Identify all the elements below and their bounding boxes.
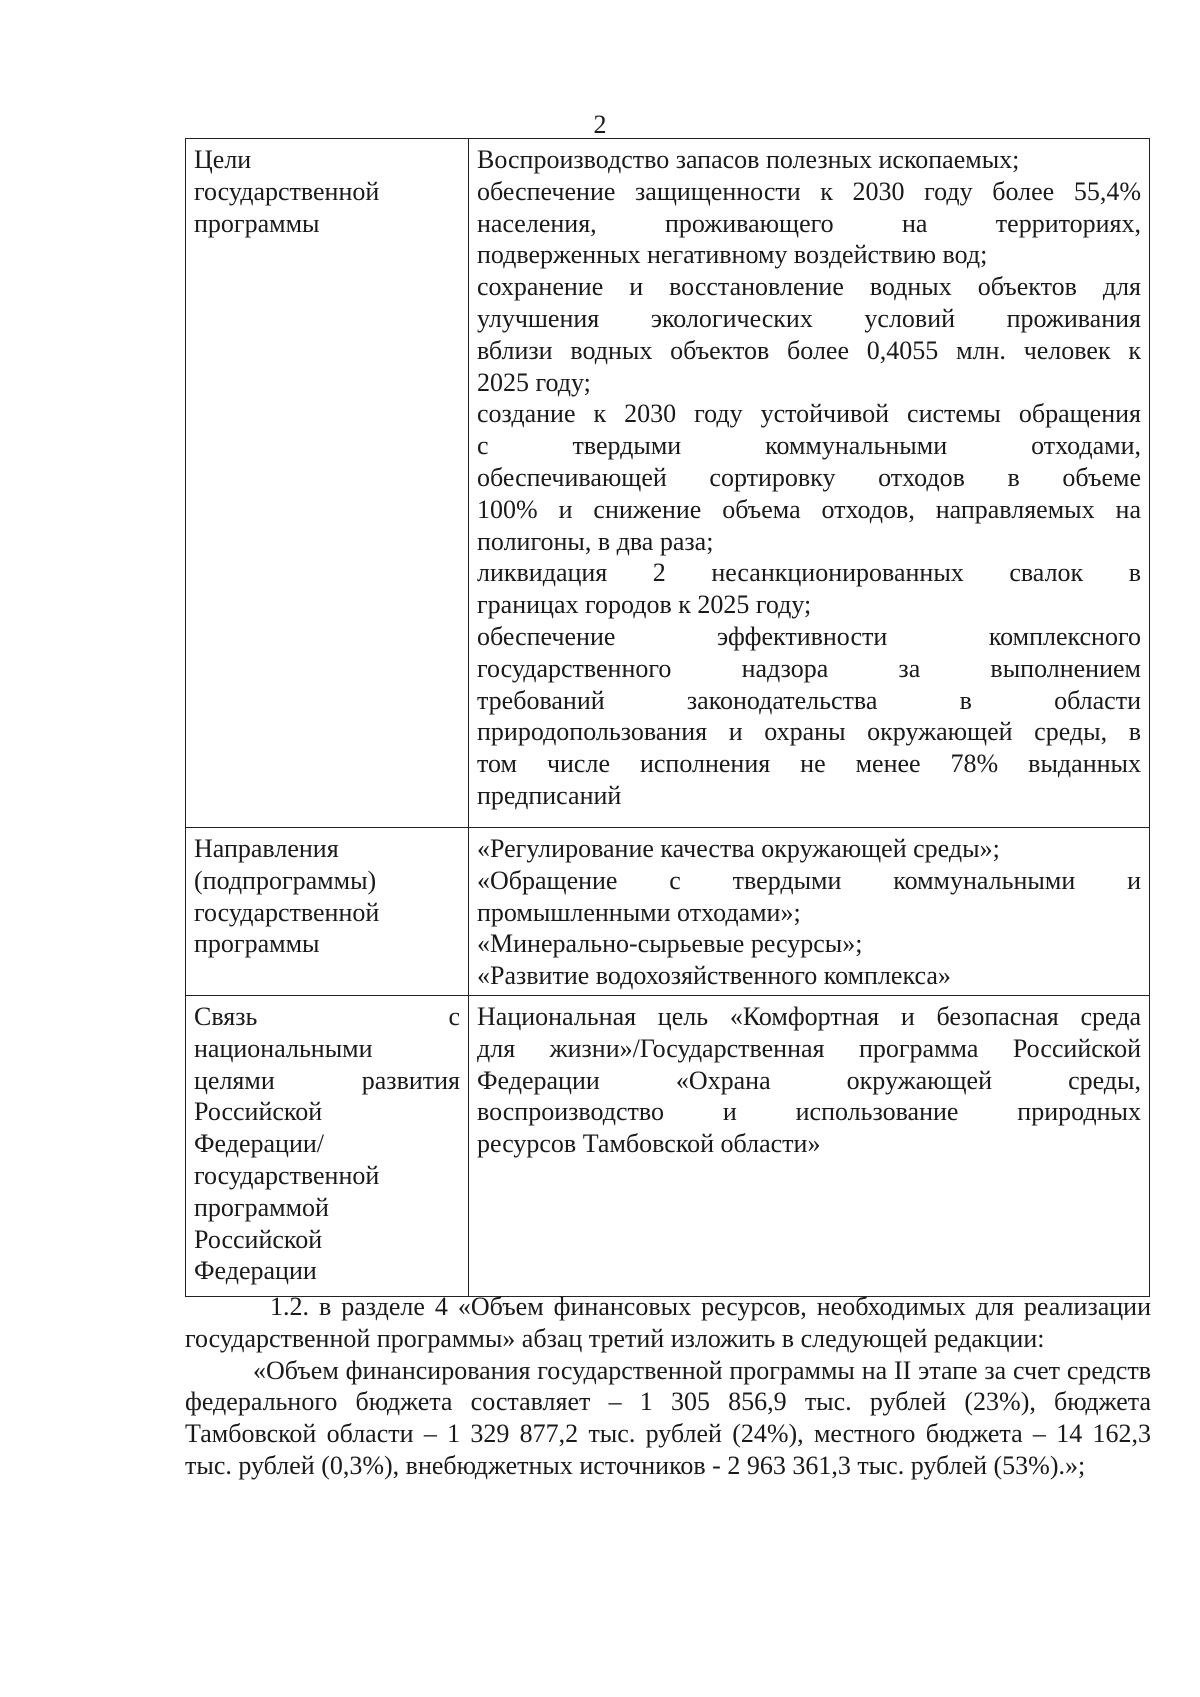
- label-line: Федерации: [194, 1256, 317, 1286]
- body-text: [185, 1291, 1151, 1482]
- value-line: «Минерально-сырьевые ресурсы»;: [477, 929, 863, 959]
- value-line: вблизи водных объектов более 0,4055 млн. человек к: [477, 335, 1141, 365]
- value-line: «Обращение с твердыми коммунальными и: [477, 865, 1141, 895]
- value-line: 100% и снижение объема отходов, направляемых на: [477, 494, 1141, 524]
- row-label: [186, 995, 469, 1296]
- value-line: том числе исполнения не менее 78% выданных: [477, 749, 1141, 779]
- page-number: 2: [593, 110, 607, 139]
- value-line: 2025 году;: [477, 367, 591, 397]
- label-line: Российской: [194, 1224, 323, 1254]
- value-line: улучшения экологических условий проживания: [477, 303, 1141, 333]
- label-line: программы: [194, 208, 320, 238]
- value-line: обеспечивающей сортировку отходов в объеме: [477, 462, 1141, 492]
- program-passport-table: [185, 138, 1150, 1297]
- value-line: сохранение и восстановление водных объектов для: [477, 272, 1141, 302]
- value-line: полигоны, в два раза;: [477, 526, 714, 556]
- table-row: [186, 995, 1150, 1296]
- label-line: национальными: [194, 1033, 373, 1063]
- label-line: государственной: [194, 176, 380, 206]
- value-line: «Регулирование качества окружающей среды»;: [477, 834, 1000, 863]
- value-line: Воспроизводство запасов полезных ископаемых;: [477, 145, 1020, 174]
- label-line: целями развития: [194, 1065, 460, 1095]
- value-line: обеспечение эффективности комплексного: [477, 621, 1141, 651]
- row-label: [186, 139, 469, 828]
- label-line: государственной: [194, 1160, 380, 1190]
- row-value: [469, 139, 1150, 828]
- value-line: с твердыми коммунальными отходами,: [477, 431, 1141, 461]
- value-line: границах городов к 2025 году;: [477, 590, 812, 620]
- label-line: Связь с: [194, 1001, 460, 1031]
- row-value: [469, 828, 1150, 996]
- table-row: [186, 139, 1150, 828]
- row-label: [186, 828, 469, 996]
- value-line: предписаний: [477, 780, 622, 810]
- paragraph: 1.2. в разделе 4 «Объем финансовых ресурсов, необходимых для реализации государственной программы» абзац третий изложить в следующей редакции:: [185, 1292, 1151, 1353]
- label-line: Направления: [194, 834, 339, 863]
- label-line: программой: [194, 1192, 329, 1222]
- value-line: природопользования и охраны окружающей среды, в: [477, 717, 1141, 747]
- label-line: государственной: [194, 897, 380, 927]
- label-line: Российской: [194, 1097, 323, 1127]
- value-line: ликвидация 2 несанкционированных свалок в: [477, 558, 1141, 588]
- value-line: Национальная цель «Комфортная и безопасная среда: [477, 1001, 1141, 1031]
- label-line: (подпрограммы): [194, 865, 377, 895]
- paragraph: «Объем финансирования государственной программы на II этапе за счет средств федерального бюджета составляет – 1 305 856,9 тыс. рублей (23%), бюджета Тамбовской области – 1 329 877,2 тыс. рублей (24%), местного бюджета – 14 162,3 тыс. рублей (0,3%), внебюджетных источников - 2 963 361,3 тыс. рублей (53%).»;: [185, 1355, 1151, 1480]
- label-line: Федерации/: [194, 1129, 325, 1159]
- value-line: подверженных негативному воздействию вод;: [477, 240, 988, 270]
- table-row: [186, 828, 1150, 996]
- value-line: создание к 2030 году устойчивой системы обращения: [477, 399, 1141, 429]
- value-line: требований законодательства в области: [477, 685, 1141, 715]
- value-line: для жизни»/Государственная программа Российской: [477, 1033, 1141, 1063]
- value-line: воспроизводство и использование природных: [477, 1097, 1141, 1127]
- label-line: Цели: [194, 145, 252, 174]
- value-line: обеспечение защищенности к 2030 году более 55,4%: [477, 176, 1141, 206]
- row-value: [469, 995, 1150, 1296]
- value-line: «Развитие водохозяйственного комплекса»: [477, 961, 951, 991]
- value-line: населения, проживающего на территориях,: [477, 208, 1141, 238]
- value-line: промышленными отходами»;: [477, 897, 801, 927]
- label-line: программы: [194, 929, 320, 959]
- value-line: ресурсов Тамбовской области»: [477, 1129, 821, 1159]
- value-line: государственного надзора за выполнением: [477, 653, 1141, 683]
- value-line: Федерации «Охрана окружающей среды,: [477, 1065, 1141, 1095]
